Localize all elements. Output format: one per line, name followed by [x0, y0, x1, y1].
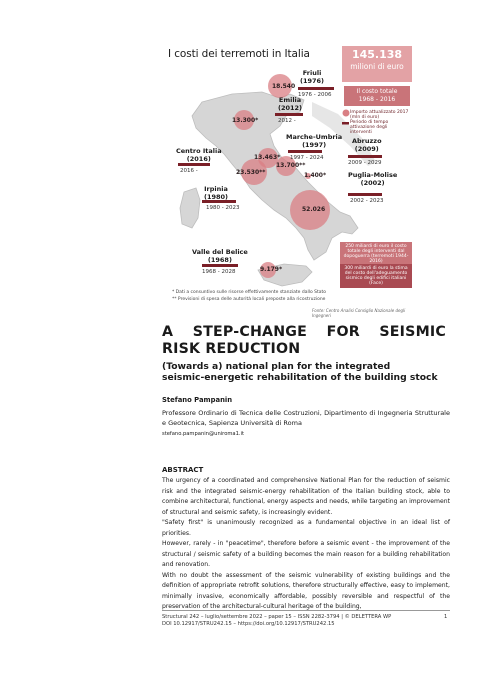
adaptation-estimate-box: 300 miliardi di euro la stima del costo dell'adeguamento sismico degli edifici italiani (Face): [340, 264, 412, 288]
footer-journal-info: Structural 242 – luglio/settembre 2022 – paper 15 – ISSN 2282-3794 | © DELETTERA WP: [162, 614, 392, 620]
bar-marche-umbria: [288, 150, 322, 153]
cost-period-box: [344, 86, 410, 106]
page-footer: [162, 614, 450, 628]
quake-label-puglia-molise: Puglia-Molise (2002): [348, 171, 398, 187]
quake-label-friuli: Friuli (1976): [300, 69, 325, 85]
quake-value-emilia: 13.300*: [232, 117, 259, 124]
abstract-paragraph: With no doubt the assessment of the seismic vulnerability of existing buildings and the definition of appropriate retrofit solutions, therefore structurally effective, easy to implement, minimally invasive, economically affordable, possibly reversible and respectful of the preservation of the architectural-cultural heritage of the building,: [162, 571, 450, 610]
abstract-heading: ABSTRACT: [162, 466, 204, 474]
quake-value-valle-belice: 9.179*: [260, 266, 283, 273]
footer-divider: [162, 610, 450, 611]
page-number: 1: [444, 614, 448, 620]
quake-value-friuli: 18.540: [272, 83, 296, 90]
quake-period-irpinia: 1980 - 2023: [206, 205, 240, 211]
figure-source: Fonte: Centro Analisi Consiglio Nazionale degli Ingegneri: [312, 308, 406, 318]
quake-period-marche-umbria: 1997 - 2024: [290, 155, 324, 161]
cost-years: 1968 - 2016: [358, 96, 396, 103]
quake-period-friuli: 1976 - 2006: [298, 92, 332, 98]
author-email[interactable]: stefano.pampanin@uniroma1.it: [162, 431, 245, 437]
quake-period-centro-italia: 2016 -: [180, 168, 198, 174]
bar-friuli: [298, 87, 334, 90]
quake-value-centro-italia: 23.530**: [236, 169, 266, 176]
quake-value-irpinia: 52.026: [302, 206, 326, 213]
article-title: [162, 324, 446, 358]
article-subtitle: (Towards a) national plan for the integrated seismic-energetic rehabilitation of the building stock: [162, 361, 438, 383]
figure-title: I costi dei terremoti in Italia: [168, 48, 310, 60]
abstract-body: [162, 476, 450, 613]
bar-valle-belice: [202, 264, 238, 267]
bar-centro-italia: [178, 163, 210, 166]
figure-note-1: * Dati a consuntivo sulle risorse effettivamente stanziate dallo Stato: [172, 290, 327, 295]
author-name: Stefano Pampanin: [162, 396, 233, 404]
quake-value-puglia-molise: 1.400*: [304, 172, 327, 179]
footer-doi[interactable]: DOI 10.12917/STRU242.15 – https://doi.org/10.12917/STRU242.15: [162, 621, 335, 627]
quake-label-abruzzo: Abruzzo (2009): [352, 137, 382, 153]
title-line-1: A STEP-CHANGE FOR SEISMIC: [162, 324, 446, 340]
sardinia-map: [180, 188, 200, 228]
legend-circle-icon: [343, 110, 350, 117]
quake-label-centro-italia: Centro Italia (2016): [176, 147, 222, 163]
quake-period-emilia: 2012 -: [278, 118, 296, 124]
quake-period-abruzzo: 2009 - 2029: [348, 160, 382, 166]
quake-value-abruzzo: 13.700**: [276, 162, 306, 169]
total-interventions-box: 250 miliardi di euro il costo totale degli interventi dal dopoguerra (terremoti 1944-2016): [340, 242, 412, 266]
bar-puglia-molise: [348, 193, 382, 196]
quake-value-marche-umbria: 13.463*: [254, 154, 281, 161]
earthquake-costs-figure: [162, 42, 414, 316]
total-cost-unit: milioni di euro: [350, 62, 404, 71]
abstract-paragraph: However, rarely - in "peacetime", therefore before a seismic event - the improvement of the structural / seismic safety of a building becomes the main reason for a building rehabilitation and renovation.: [162, 540, 450, 568]
legend-bar-icon: [342, 122, 349, 125]
bar-abruzzo: [348, 155, 382, 158]
figure-note-2: ** Previsioni di spesa delle autorità locali preposte alla ricostruzione: [172, 297, 326, 302]
abstract-paragraph: "Safety first" is unanimously recognized as a fundamental objective in an ideal list of priorities.: [162, 519, 450, 537]
quake-label-emilia: Emilia (2012): [278, 96, 303, 112]
legend-circle-text: Importo attualizzato 2017 (mln di euro): [350, 110, 409, 120]
total-cost-value: 145.138: [351, 48, 403, 61]
total-cost-box: [342, 46, 412, 82]
abstract-paragraph: The urgency of a coordinated and comprehensive National Plan for the reduction of seismic risk and the integrated seismic-energy rehabilitation of the Italian building stock, able to combine architectural, functional, energy aspects and needs, while targeting an improvement of structural and seismic safety, is increasingly evident.: [162, 477, 450, 516]
quake-period-valle-belice: 1968 - 2028: [202, 269, 236, 275]
author-affiliation: Professore Ordinario di Tecnica delle Costruzioni, Dipartimento di Ingegneria Strutturale e Geotecnica, Sapienza Università di Roma: [162, 409, 450, 427]
quake-label-marche-umbria: Marche-Umbria (1997): [286, 133, 343, 149]
title-line-2: RISK REDUCTION: [162, 341, 301, 357]
quake-label-valle-belice: Valle del Belice (1968): [192, 248, 248, 264]
quake-label-irpinia: Irpinia (1980): [204, 185, 229, 201]
cost-label: Il costo totale: [356, 88, 398, 95]
quake-period-puglia-molise: 2002 - 2023: [350, 198, 384, 204]
bar-emilia: [275, 113, 303, 116]
legend-bar-text: Periodo di tempo attivazione degli interventi: [350, 120, 389, 135]
